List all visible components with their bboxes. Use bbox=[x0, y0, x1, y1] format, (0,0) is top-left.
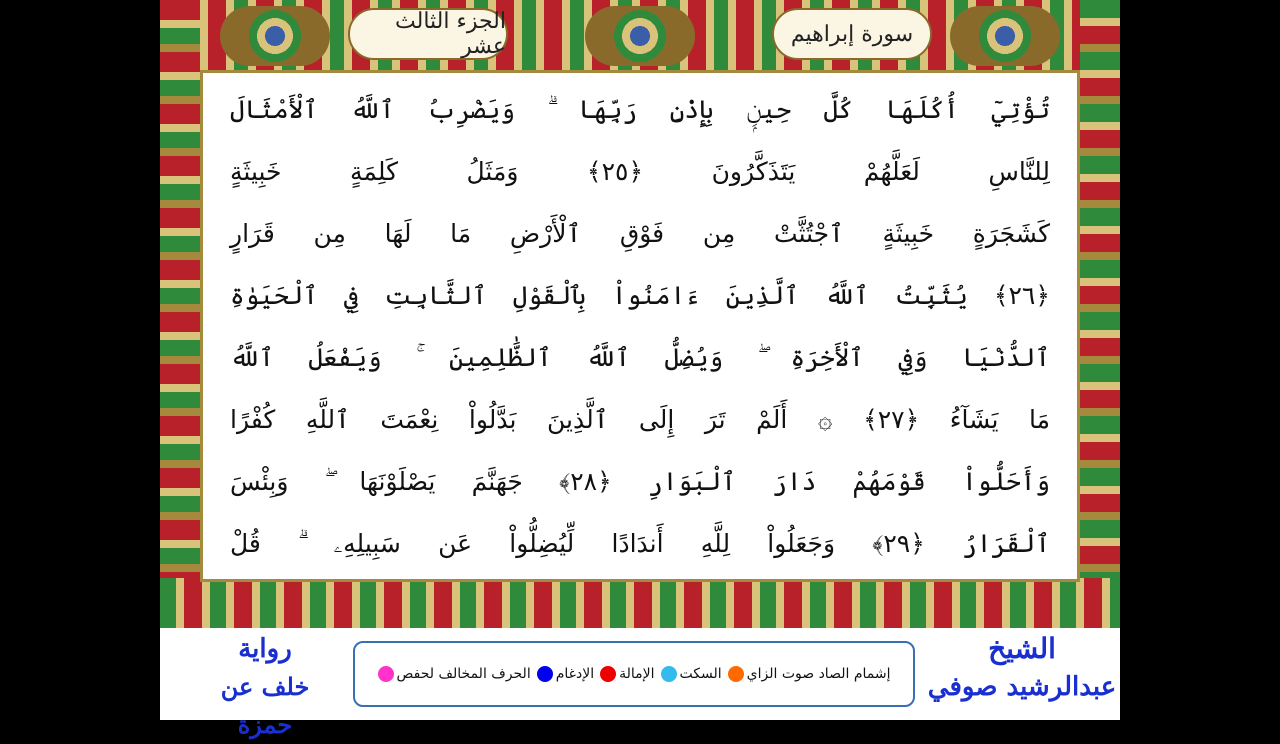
ornament-medallion bbox=[585, 6, 695, 66]
verse-line: كَشَجَرَةٍ خَبِيثَةٍ ٱجْتُثَّتْ مِن فَوْقِ ٱلْأَرْضِ مَا لَهَا مِن قَرَارٍ bbox=[230, 219, 1050, 248]
surah-title: سورة إبراهيم bbox=[772, 8, 932, 60]
verse-line: مَا يَشَآءُ ﴿٢٧﴾ ۞ أَلَمْ تَرَ إِلَى ٱلَّذِينَ بَدَّلُواْ نِعْمَتَ ٱللَّهِ كُفْرًا bbox=[230, 405, 1050, 434]
color-dot-icon bbox=[600, 666, 616, 682]
verse-line: لِلنَّاسِ لَعَلَّهُمْ يَتَذَكَّرُونَ ﴿٢٥﴾ وَمَثَلُ كَلِمَةٍ خَبِيثَةٍ bbox=[230, 157, 1050, 186]
mushaf-page bbox=[160, 0, 1120, 739]
reciter-name: عبدالرشيد صوفي bbox=[927, 672, 1117, 702]
legend-label: الإدغام bbox=[555, 666, 595, 682]
legend-item bbox=[728, 666, 891, 682]
legend-label: إشمام الصاد صوت الزاي bbox=[746, 666, 891, 682]
legend-label: السكت bbox=[679, 666, 722, 682]
color-dot-icon bbox=[537, 666, 553, 682]
riwaya-title: رواية bbox=[238, 634, 292, 664]
ornament-medallion bbox=[950, 6, 1060, 66]
color-dot-icon bbox=[661, 666, 677, 682]
tajweed-color-legend bbox=[353, 641, 915, 707]
legend-item bbox=[537, 666, 594, 682]
verse-line: تُؤْتِيٓ أُكُلَهَا كُلَّ حِينِۭ بِإِذْنِ رَبِّهَا ۗ وَيَضْرِبُ ٱللَّهُ ٱلْأَمْثَالَ bbox=[230, 95, 1050, 124]
ornamental-frame-bottom bbox=[160, 578, 1120, 628]
ornament-medallion bbox=[220, 6, 330, 66]
riwaya-name: خلف عن حمزة bbox=[220, 672, 310, 739]
reciter-title: الشيخ bbox=[988, 632, 1056, 665]
legend-item bbox=[600, 666, 654, 682]
ornamental-frame-left bbox=[160, 0, 200, 628]
legend-label: الإمالة bbox=[619, 666, 655, 682]
legend-item bbox=[378, 666, 531, 682]
riwaya-credit bbox=[190, 630, 340, 744]
color-dot-icon bbox=[378, 666, 394, 682]
ornamental-frame-right bbox=[1080, 0, 1120, 628]
reciter-credit bbox=[922, 630, 1122, 706]
color-dot-icon bbox=[728, 666, 744, 682]
verse-line: ٱلدُّنْيَا وَفِي ٱلْأَخِرَةِ ۖ وَيُضِلُّ ٱللَّهُ ٱلظَّٰلِمِينَ ۚ وَيَفْعَلُ ٱللَّهُ bbox=[230, 343, 1050, 372]
verse-line: وَأَحَلُّواْ قَوْمَهُمْ دَارَ ٱلْبَوَارِ ﴿٢٨﴾ جَهَنَّمَ يَصْلَوْنَهَا ۖ وَبِئْسَ bbox=[230, 467, 1050, 496]
juz-title: الجزء الثالث عشر bbox=[348, 8, 508, 60]
legend-item bbox=[661, 666, 722, 682]
legend-label: الحرف المخالف لحفص bbox=[396, 666, 531, 682]
verse-line: ٱلْقَرَارُ ﴿٢٩﴾ وَجَعَلُواْ لِلَّهِ أَندَادًا لِّيُضِلُّواْ عَن سَبِيلِهِۦ ۗ قُلْ bbox=[230, 529, 1050, 558]
verse-line: ﴿٢٦﴾ يُثَبِّتُ ٱللَّهُ ٱلَّذِينَ ءَامَنُواْ بِٱلْقَوْلِ ٱلثَّابِتِ فِي ٱلْحَيَوٰةِ bbox=[230, 281, 1050, 310]
